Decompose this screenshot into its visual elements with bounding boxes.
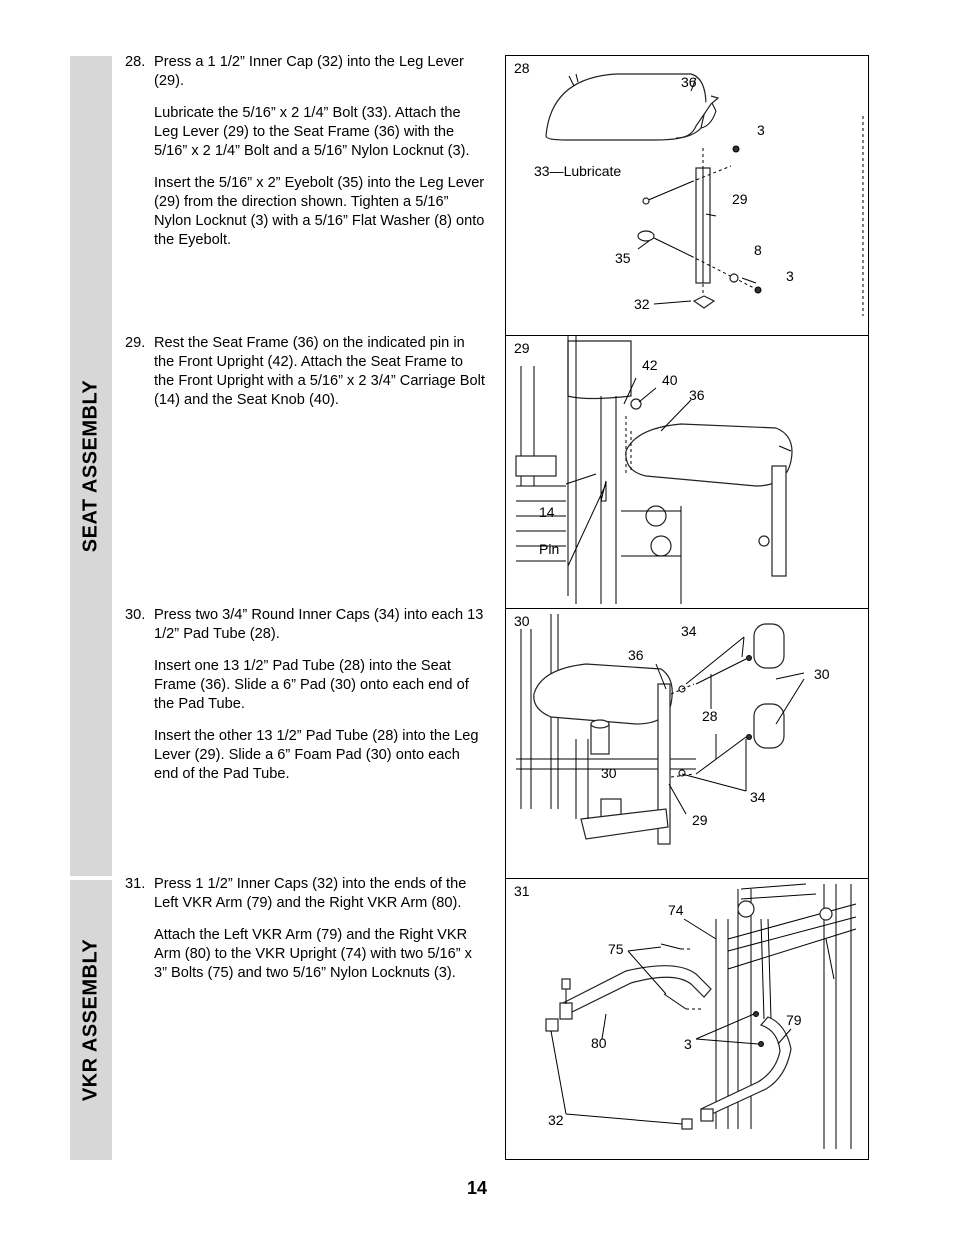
callout-label: 34 xyxy=(750,789,766,805)
section-label-seat: SEAT ASSEMBLY xyxy=(79,379,102,553)
callout-label: 35 xyxy=(615,250,631,266)
step-paragraph: Press 1 1/2” Inner Caps (32) into the ends of the Left VKR Arm (79) and the Right VKR Arm (80). xyxy=(154,876,467,911)
callout-label: 8 xyxy=(754,242,762,258)
figure-number: 31 xyxy=(514,883,530,899)
callout-label: 32 xyxy=(634,296,650,312)
callout-label: 36 xyxy=(628,647,644,663)
callout-label: 32 xyxy=(548,1112,564,1128)
callout-label: 40 xyxy=(662,372,678,388)
step-paragraph: Lubricate the 5/16” x 2 1/4” Bolt (33). Attach the Leg Lever (29) to the Seat Frame (36) with the 5/16” x 2 1/4” Bolt and a 5/16” Nylon Locknut (3). xyxy=(154,105,470,159)
step-28 xyxy=(125,53,485,263)
figure-30-drawing xyxy=(506,609,869,879)
figure-number: 28 xyxy=(514,60,530,76)
seat-assembly-sidebar xyxy=(70,56,112,876)
step-29 xyxy=(125,334,485,423)
figure-30 xyxy=(505,608,869,879)
callout-label: 79 xyxy=(786,1012,802,1028)
step-number: 30. xyxy=(125,607,146,623)
callout-label: 28 xyxy=(702,708,718,724)
callout-label: 29 xyxy=(692,812,708,828)
step-paragraph: Rest the Seat Frame (36) on the indicated pin in the Front Upright (42). Attach the Seat Frame to the Front Upright with a 5/16” x 2 3/4” Carriage Bolt (14) and the Seat Knob (40). xyxy=(154,335,485,408)
figure-28 xyxy=(505,55,869,336)
callout-label: 30 xyxy=(601,765,617,781)
step-paragraph: Attach the Left VKR Arm (79) and the Right VKR Arm (80) to the VKR Upright (74) with two 5/16” x 3” Bolts (75) and two 5/16” Nylon Locknuts (3). xyxy=(154,927,472,981)
callout-label: 34 xyxy=(681,623,697,639)
step-paragraph: Press a 1 1/2” Inner Cap (32) into the Leg Lever (29). xyxy=(154,54,464,89)
page-number: 14 xyxy=(466,1178,488,1198)
step-paragraph: Insert the other 13 1/2” Pad Tube (28) into the Leg Lever (29). Slide a 6” Foam Pad (30) onto each end of the Pad Tube. xyxy=(154,728,479,782)
callout-label: 42 xyxy=(642,357,658,373)
callout-label: 29 xyxy=(732,191,748,207)
callout-label: 3 xyxy=(684,1036,692,1052)
step-31 xyxy=(125,875,485,996)
figure-29 xyxy=(505,335,869,609)
step-number: 29. xyxy=(125,335,146,351)
figure-28-drawing xyxy=(506,56,869,336)
callout-label: 36 xyxy=(681,74,697,90)
callout-label: 14 xyxy=(539,504,555,520)
callout-label: 36 xyxy=(689,387,705,403)
callout-label: Pin xyxy=(539,541,560,557)
figure-number: 29 xyxy=(514,340,530,356)
callout-label: 3 xyxy=(757,122,765,138)
vkr-assembly-sidebar xyxy=(70,880,112,1160)
step-number: 31. xyxy=(125,876,146,892)
callout-label: 80 xyxy=(591,1035,607,1051)
callout-label: 75 xyxy=(608,941,624,957)
step-paragraph: Press two 3/4” Round Inner Caps (34) into each 13 1/2” Pad Tube (28). xyxy=(154,607,484,642)
callout-label: 33—Lubricate xyxy=(534,163,622,179)
step-paragraph: Insert one 13 1/2” Pad Tube (28) into the Seat Frame (36). Slide a 6” Pad (30) onto each end of the Pad Tube. xyxy=(154,658,469,712)
figure-31 xyxy=(505,878,869,1160)
step-paragraph: Insert the 5/16” x 2” Eyebolt (35) into the Leg Lever (29) from the direction shown. Tighten a 5/16” Nylon Locknut (3) with a 5/16” Flat Washer (8) onto the Eyebolt. xyxy=(154,175,485,248)
callout-label: 30 xyxy=(814,666,830,682)
section-label-vkr: VKR ASSEMBLY xyxy=(79,938,102,1102)
figure-29-drawing xyxy=(506,336,869,609)
step-number: 28. xyxy=(125,54,146,70)
callout-label: 3 xyxy=(786,268,794,284)
step-30 xyxy=(125,606,485,797)
callout-label: 74 xyxy=(668,902,684,918)
figure-number: 30 xyxy=(514,613,530,629)
